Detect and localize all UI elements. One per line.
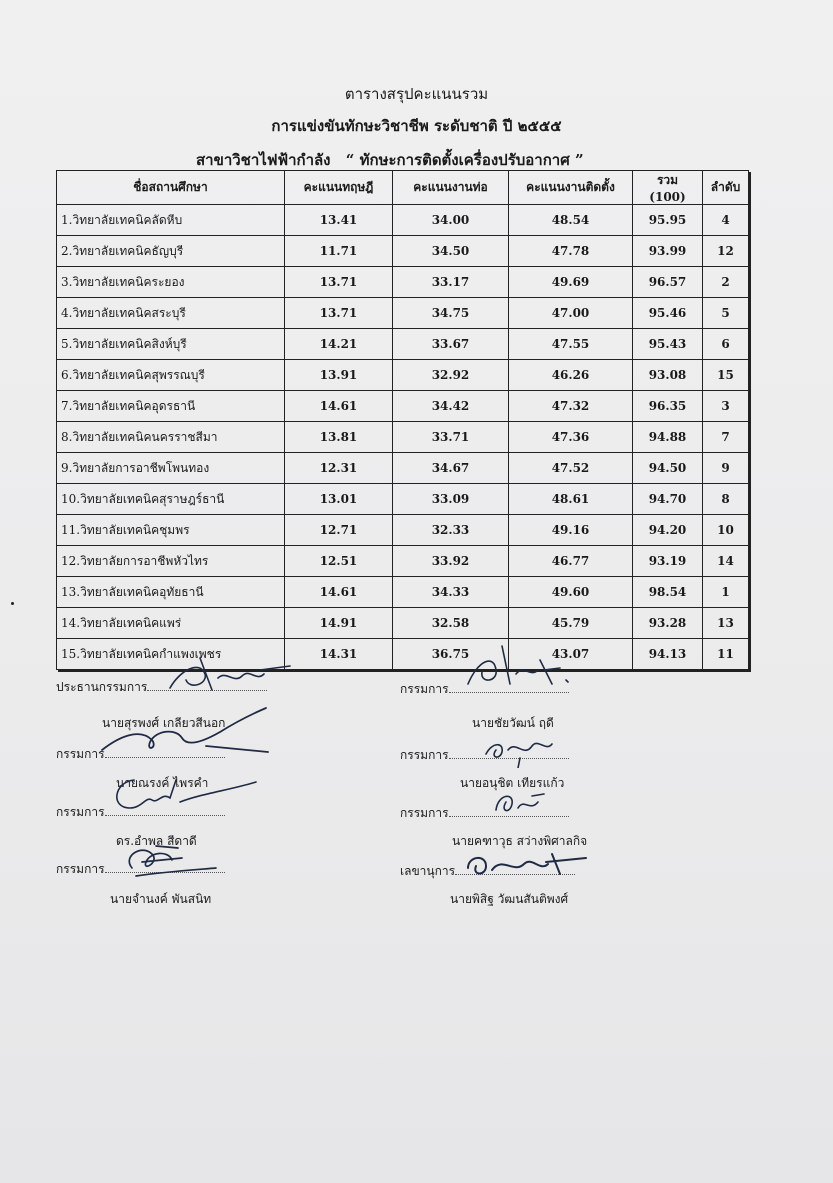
table-row bbox=[57, 360, 749, 391]
total-score: 93.99 bbox=[633, 236, 703, 267]
total-score: 93.19 bbox=[633, 546, 703, 577]
table-row bbox=[57, 205, 749, 236]
theory-score: 11.71 bbox=[285, 236, 393, 267]
signatory-name: นายพิสิฐ วัฒนสันติพงศ์ bbox=[450, 892, 569, 906]
theory-score: 12.51 bbox=[285, 546, 393, 577]
school-name: 15.วิทยาลัยเทคนิคกำแพงเพชร bbox=[57, 639, 285, 670]
pipe-score: 33.67 bbox=[393, 329, 509, 360]
table-row bbox=[57, 422, 749, 453]
install-score: 47.52 bbox=[509, 453, 633, 484]
pipe-score: 33.09 bbox=[393, 484, 509, 515]
theory-score: 14.61 bbox=[285, 391, 393, 422]
signatory-name: ดร.อำพล สีดาดี bbox=[116, 834, 197, 848]
handwritten-signature bbox=[480, 728, 560, 768]
rank: 3 bbox=[703, 391, 749, 422]
install-score: 47.00 bbox=[509, 298, 633, 329]
document-title: ตารางสรุปคะแนนรวม bbox=[344, 85, 489, 103]
signature-role: กรรมการ bbox=[400, 682, 449, 696]
school-name: 12.วิทยาลัยการอาชีพหัวไทร bbox=[57, 546, 285, 577]
theory-score: 14.31 bbox=[285, 639, 393, 670]
rank: 2 bbox=[703, 267, 749, 298]
install-score: 47.78 bbox=[509, 236, 633, 267]
rank: 14 bbox=[703, 546, 749, 577]
signatory-name: นายชัยวัฒน์ ฤดี bbox=[472, 716, 554, 730]
signature-role: กรรมการ bbox=[56, 862, 105, 876]
theory-score: 12.71 bbox=[285, 515, 393, 546]
rank: 10 bbox=[703, 515, 749, 546]
signatory-name: นายคฑาวุธ สว่างพิศาลกิจ bbox=[452, 834, 588, 848]
pipe-score: 36.75 bbox=[393, 639, 509, 670]
header-installation: คะแนนงานติดตั้ง bbox=[509, 171, 633, 205]
pipe-score: 34.42 bbox=[393, 391, 509, 422]
theory-score: 12.31 bbox=[285, 453, 393, 484]
pipe-score: 32.33 bbox=[393, 515, 509, 546]
signature-role: ประธานกรรมการ bbox=[56, 680, 148, 694]
install-score: 49.16 bbox=[509, 515, 633, 546]
rank: 9 bbox=[703, 453, 749, 484]
install-score: 49.69 bbox=[509, 267, 633, 298]
handwritten-signature bbox=[488, 786, 548, 818]
signatory-name: นายณรงค์ ไพรคำ bbox=[116, 776, 209, 790]
install-score: 43.07 bbox=[509, 639, 633, 670]
theory-score: 14.91 bbox=[285, 608, 393, 639]
install-score: 48.54 bbox=[509, 205, 633, 236]
rank: 12 bbox=[703, 236, 749, 267]
signature-role: กรรมการ bbox=[400, 748, 449, 762]
handwritten-signature bbox=[460, 640, 580, 692]
total-score: 94.70 bbox=[633, 484, 703, 515]
signatory-name: นายอนุชิต เทียรแก้ว bbox=[460, 776, 565, 790]
header-pipe-work: คะแนนงานท่อ bbox=[393, 171, 509, 205]
branch-name: สาขาวิชาไฟฟ้ากำลัง bbox=[196, 151, 331, 169]
header-theory: คะแนนทฤษฎี bbox=[285, 171, 393, 205]
table-row bbox=[57, 608, 749, 639]
branch-title bbox=[196, 148, 594, 172]
table-row bbox=[57, 329, 749, 360]
pipe-score: 32.58 bbox=[393, 608, 509, 639]
total-score: 96.35 bbox=[633, 391, 703, 422]
rank: 8 bbox=[703, 484, 749, 515]
school-name: 5.วิทยาลัยเทคนิคสิงห์บุรี bbox=[57, 329, 285, 360]
school-name: 8.วิทยาลัยเทคนิคนครราชสีมา bbox=[57, 422, 285, 453]
total-score: 94.20 bbox=[633, 515, 703, 546]
install-score: 46.77 bbox=[509, 546, 633, 577]
theory-score: 13.71 bbox=[285, 298, 393, 329]
header-school: ชื่อสถานศึกษา bbox=[57, 171, 285, 205]
theory-score: 14.21 bbox=[285, 329, 393, 360]
table-header-row bbox=[57, 171, 749, 205]
table-row bbox=[57, 546, 749, 577]
total-score: 98.54 bbox=[633, 577, 703, 608]
theory-score: 13.71 bbox=[285, 267, 393, 298]
total-score: 94.13 bbox=[633, 639, 703, 670]
total-score: 93.28 bbox=[633, 608, 703, 639]
rank: 5 bbox=[703, 298, 749, 329]
pipe-score: 33.71 bbox=[393, 422, 509, 453]
theory-score: 14.61 bbox=[285, 577, 393, 608]
school-name: 6.วิทยาลัยเทคนิคสุพรรณบุรี bbox=[57, 360, 285, 391]
school-name: 11.วิทยาลัยเทคนิคชุมพร bbox=[57, 515, 285, 546]
handwritten-signature bbox=[160, 650, 300, 696]
handwritten-signature bbox=[100, 772, 260, 816]
signature-role: เลขานุการ bbox=[400, 864, 456, 878]
table-row bbox=[57, 298, 749, 329]
rank: 15 bbox=[703, 360, 749, 391]
header-rank: ลำดับ bbox=[703, 171, 749, 205]
total-score: 94.88 bbox=[633, 422, 703, 453]
theory-score: 13.01 bbox=[285, 484, 393, 515]
theory-score: 13.41 bbox=[285, 205, 393, 236]
signature-role: กรรมการ bbox=[56, 805, 105, 819]
competition-title: การแข่งขันทักษะวิชาชีพ ระดับชาติ ปี ๒๕๕๕ bbox=[271, 117, 562, 135]
table-row bbox=[57, 484, 749, 515]
signatory-name: นายสุรพงศ์ เกลียวสีนอก bbox=[102, 716, 226, 730]
score-table bbox=[56, 170, 749, 670]
install-score: 47.55 bbox=[509, 329, 633, 360]
install-score: 47.36 bbox=[509, 422, 633, 453]
ink-speck bbox=[11, 602, 14, 605]
handwritten-signature bbox=[96, 706, 276, 762]
school-name: 13.วิทยาลัยเทคนิคอุทัยธานี bbox=[57, 577, 285, 608]
install-score: 45.79 bbox=[509, 608, 633, 639]
table-row bbox=[57, 577, 749, 608]
pipe-score: 34.75 bbox=[393, 298, 509, 329]
skill-name: “ ทักษะการติดตั้งเครื่องปรับอากาศ ” bbox=[345, 151, 584, 169]
rank: 13 bbox=[703, 608, 749, 639]
table-row bbox=[57, 236, 749, 267]
table-row bbox=[57, 391, 749, 422]
school-name: 14.วิทยาลัยเทคนิคแพร่ bbox=[57, 608, 285, 639]
school-name: 1.วิทยาลัยเทคนิคลัดหีบ bbox=[57, 205, 285, 236]
install-score: 46.26 bbox=[509, 360, 633, 391]
total-score: 95.95 bbox=[633, 205, 703, 236]
rank: 1 bbox=[703, 577, 749, 608]
pipe-score: 34.67 bbox=[393, 453, 509, 484]
signature-role: กรรมการ bbox=[400, 806, 449, 820]
install-score: 49.60 bbox=[509, 577, 633, 608]
rank: 4 bbox=[703, 205, 749, 236]
pipe-score: 34.50 bbox=[393, 236, 509, 267]
pipe-score: 33.92 bbox=[393, 546, 509, 577]
rank: 7 bbox=[703, 422, 749, 453]
school-name: 2.วิทยาลัยเทคนิคธัญบุรี bbox=[57, 236, 285, 267]
school-name: 10.วิทยาลัยเทคนิคสุราษฎร์ธานี bbox=[57, 484, 285, 515]
rank: 6 bbox=[703, 329, 749, 360]
table-row bbox=[57, 453, 749, 484]
total-score: 95.46 bbox=[633, 298, 703, 329]
theory-score: 13.81 bbox=[285, 422, 393, 453]
signature-role: กรรมการ bbox=[56, 747, 105, 761]
install-score: 48.61 bbox=[509, 484, 633, 515]
handwritten-signature bbox=[456, 846, 596, 882]
school-name: 3.วิทยาลัยเทคนิคระยอง bbox=[57, 267, 285, 298]
pipe-score: 33.17 bbox=[393, 267, 509, 298]
install-score: 47.32 bbox=[509, 391, 633, 422]
header-total: รวม (100) bbox=[633, 171, 703, 205]
pipe-score: 32.92 bbox=[393, 360, 509, 391]
total-score: 96.57 bbox=[633, 267, 703, 298]
theory-score: 13.91 bbox=[285, 360, 393, 391]
table-row bbox=[57, 515, 749, 546]
pipe-score: 34.00 bbox=[393, 205, 509, 236]
total-score: 95.43 bbox=[633, 329, 703, 360]
school-name: 4.วิทยาลัยเทคนิคสระบุรี bbox=[57, 298, 285, 329]
school-name: 7.วิทยาลัยเทคนิคอุดรธานี bbox=[57, 391, 285, 422]
handwritten-signature bbox=[112, 838, 222, 884]
total-score: 94.50 bbox=[633, 453, 703, 484]
signatory-name: นายจำนงค์ พันสนิท bbox=[110, 892, 212, 906]
table-row bbox=[57, 267, 749, 298]
rank: 11 bbox=[703, 639, 749, 670]
total-score: 93.08 bbox=[633, 360, 703, 391]
pipe-score: 34.33 bbox=[393, 577, 509, 608]
school-name: 9.วิทยาลัยการอาชีพโพนทอง bbox=[57, 453, 285, 484]
